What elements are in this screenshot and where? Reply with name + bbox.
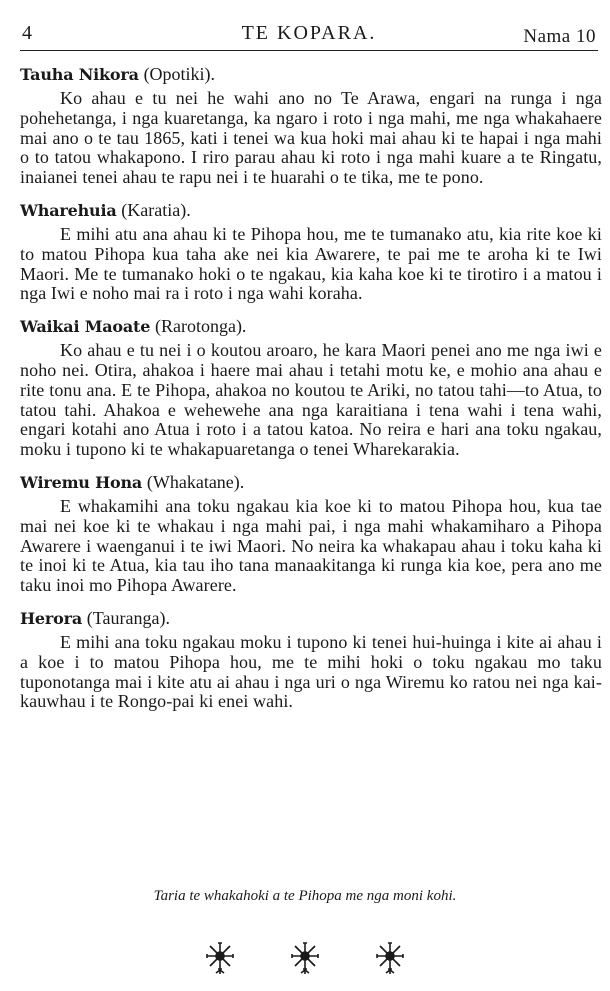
- entry-heading: [20, 606, 602, 631]
- closing-note: Taria te whakahoki a te Pihopa me nga moni kohi.: [153, 888, 457, 904]
- header-rule: [20, 50, 598, 51]
- entry-heading: [20, 470, 602, 495]
- entry-heading: [20, 198, 602, 223]
- entry-waikai-maoate: [20, 314, 602, 460]
- speaker-name: Waikai Maoate: [20, 317, 151, 337]
- ornament-row: [0, 940, 610, 980]
- entry-paragraph: Ko ahau e tu nei he wahi ano no Te Arawa, engari na runga i nga pohehetanga, i nga kuaretanga, ka ngaro i roto i nga mahi, me nga whakahaere mai ano o te tau 1865, kati i tenei wa kua hoki mai ahau ki te hapai i nga mahi o to tatou whakapono. I riro parau ahau ki roto i nga mahi kuare a te Ringatu, inaianei tenei ahau te rapu nei i te huarahi o te tika, me te pono.: [20, 88, 602, 188]
- entry-heading: [20, 314, 602, 339]
- entry-wiremu-hona: [20, 470, 602, 596]
- flower-ornament-icon: [202, 940, 238, 976]
- speaker-place: (Opotiki).: [143, 64, 216, 84]
- entry-paragraph: Ko ahau e tu nei i o koutou aroaro, he kara Maori penei ano me nga iwi e noho nei. Otira, ahakoa i haere mai ahau i tetahi motu ke, e mohio ana ahau e rite tonu ana. E te Pihopa, ahakoa no koutou te Ariki, no tatou tahi—to Atua, to tatou tahi. Ahakoa e wehewehe ana nga karaitiana i tena wahi i tena wahi, engari kotahi ano Atua i roto i a tatou katoa. No reira e hari ana toku ngakau, moku i tupono ki te whakapuaretanga o tenei Wharekarakia.: [20, 340, 602, 460]
- entry-tauha-nikora: [20, 62, 602, 188]
- entry-paragraph: E mihi ana toku ngakau moku i tupono ki tenei hui-huinga i kite ai ahau i a koe i to matou Pihopa hou, me te mihi hoki o toku ngakau mo taku tuponotanga mai i kite atu ai ahau i nga uri o nga Wiremu ko ratou nei nga kai-kauwhau i te Rongo-pai ki enei wahi.: [20, 631, 602, 712]
- entry-paragraph: E whakamihi ana toku ngakau kia koe ki to matou Pihopa hou, kua tae mai nei koe ki te whakau i nga mahi pai, i nga mahi whakamiharo a Pihopa Awarere i waenganui i te iwi Maori. No neira ka whakapau ahau i toku kaha ki te inoi ki te Atua, kia tau iho tana manaakitanga ki runga kia koe, pera ano me taku inoi mo Pihopa Awarere.: [20, 495, 602, 596]
- page-number: 4: [22, 22, 33, 44]
- flower-ornament-icon: [372, 940, 408, 976]
- speaker-place: (Karatia).: [121, 199, 191, 220]
- speaker-name: Wiremu Hona: [20, 472, 143, 492]
- issue-number: Nama 10: [523, 26, 596, 47]
- speaker-place: (Whakatane).: [146, 471, 245, 492]
- entry-herora: [20, 606, 602, 712]
- article-body: [20, 62, 602, 722]
- publication-title: TE KOPARA.: [241, 22, 377, 44]
- speaker-place: (Tauranga).: [86, 607, 170, 628]
- speaker-name: Herora: [20, 608, 82, 628]
- entry-paragraph: E mihi atu ana ahau ki te Pihopa hou, me te tumanako atu, kia rite koe ki to matou Pihopa kua taha ake nei kia Awarere, te pai me te aroha ki te Iwi Maori. Me te tumanako hoki o te ngakau, kia kaha koe ki te tirotiro i a matou i nga Iwi e noho mai ra i roto i nga wahi koraha.: [20, 223, 602, 304]
- speaker-name: Wharehuia: [20, 200, 117, 220]
- entry-heading: [20, 62, 602, 87]
- flower-ornament-icon: [287, 940, 323, 976]
- page-header: [22, 22, 596, 48]
- speaker-place: (Rarotonga).: [154, 316, 247, 337]
- entry-wharehuia: [20, 198, 602, 304]
- speaker-name: Tauha Nikora: [20, 65, 139, 84]
